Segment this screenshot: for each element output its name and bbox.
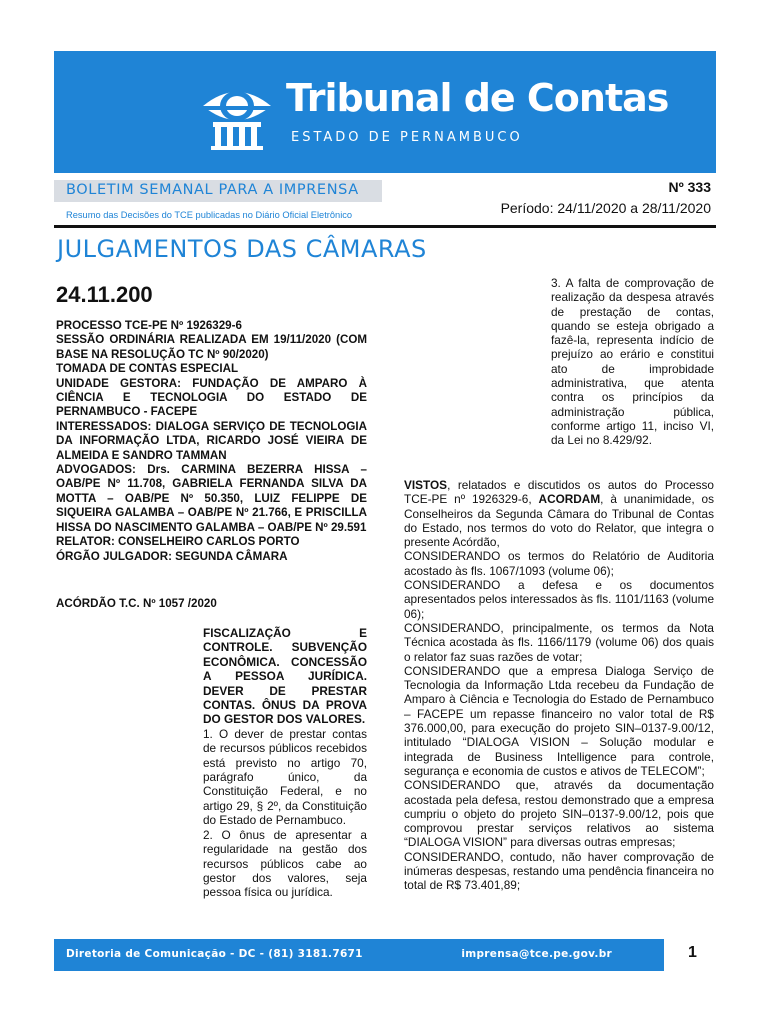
eye-logo-icon (199, 76, 275, 152)
brand-subtitle: ESTADO DE PERNAMBUCO (291, 130, 523, 145)
brand-title: Tribunal de Contas (286, 76, 669, 120)
considerando-paragraph: CONSIDERANDO os termos do Relatório de Auditoria acostado às fls. 1067/1093 (volume 06); (404, 549, 714, 578)
process-line: ÓRGÃO JULGADOR: SEGUNDA CÂMARA (56, 549, 288, 563)
process-line: UNIDADE GESTORA: FUNDAÇÃO DE AMPARO À CIÊNCIA E TECNOLOGIA DO ESTADO DE PERNAMBUCO - FACEPE (56, 376, 367, 419)
footer-contact: Diretoria de Comunicação - DC - (81) 3181.7671 (66, 948, 363, 960)
ementa-item: 3. A falta de comprovação de realização da despesa através de prestação de contas, quando se esteja obrigado a fazê-la, representa indício de prejuízo ao erário e constitui ato de improbidade administrativa, que atenta contra os princípios da administração pública, conforme artigo 11, inciso VI, da Lei no 8.429/92. (551, 276, 714, 448)
considerando-paragraph: CONSIDERANDO que a empresa Dialoga Serviço de Tecnologia da Informação Ltda recebeu da Fundação de Amparo à Ciência e Tecnologia do Estado de Pernambuco – FACEPE um repasse financeiro no valor total de R$ 376.000,00, para execução do projeto SIN–0137-9.00/12, intitulado “DIALOGA VISION – Solução modular e integrada de Business Intelligence para controle, segurança e economia de custos e ativos de TELECOM”; (404, 663, 714, 778)
considerando-paragraph: CONSIDERANDO que, através da documentação acostada pela defesa, restou demonstrado que a empresa cumpriu o objeto do projeto SIN–0137-9.00/12, pois que comprovou prestar serviços relativos ao sistema “DIALOGA VISION” para diversas outras empresas; (404, 778, 714, 850)
vistos-paragraph (404, 478, 714, 549)
vistos-label: VISTOS (404, 478, 448, 492)
header-banner (54, 51, 716, 173)
bulletin-title-box (54, 180, 382, 202)
ementa-heading: FISCALIZAÇÃO E CONTROLE. SUBVENÇÃO ECONÔMICA. CONCESSÃO A PESSOA JURÍDICA. DEVER DE PRESTAR CONTAS. ÔNUS DA PROVA DO GESTOR DOS VALORES. (203, 626, 367, 727)
ementa-item: 2. O ônus de apresentar a regularidade na gestão dos recursos públicos cabe ao gestor dos valores, seja pessoa física ou jurídica. (203, 827, 367, 900)
footer-bar (54, 939, 664, 971)
ementa-item: 1. O dever de prestar contas de recursos públicos recebidos está previsto no artigo 70, parágrafo único, da Constituição Federal, e no artigo 29, § 2º, da Constituição do Estado de Pernambuco. (203, 726, 367, 828)
bulletin-title: BOLETIM SEMANAL PARA A IMPRENSA (66, 182, 359, 198)
section-title: JULGAMENTOS DAS CÂMARAS (57, 235, 427, 263)
ementa (203, 626, 367, 900)
page-number: 1 (688, 944, 697, 961)
session-date: 24.11.200 (56, 282, 153, 307)
acordao-number: ACÓRDÃO T.C. Nº 1057 /2020 (56, 597, 217, 610)
considerando-paragraph: CONSIDERANDO a defesa e os documentos apresentados pelos interessados às fls. 1101/1163 (volume 06); (404, 578, 714, 621)
footer-email[interactable]: imprensa@tce.pe.gov.br (461, 948, 612, 960)
process-line: RELATOR: CONSELHEIRO CARLOS PORTO (56, 535, 300, 549)
divider (54, 225, 716, 228)
process-line: TOMADA DE CONTAS ESPECIAL (56, 362, 239, 376)
considerando-paragraph: CONSIDERANDO, contudo, não haver comprovação de inúmeras despesas, restando uma pendência financeira no total de R$ 73.401,89; (404, 849, 714, 893)
vistos-text: , relatados e discutidos os autos do Processo TCE-PE nº 1926329-6, (404, 478, 714, 507)
process-line: SESSÃO ORDINÁRIA REALIZADA EM 19/11/2020 (COM BASE NA RESOLUÇÃO TC Nº 90/2020) (56, 333, 367, 361)
acordam-text: , à unanimidade, os Conselheiros da Segunda Câmara do Tribunal de Contas do Estado, nos termos do voto do Relator, que integra o presente Acórdão, (404, 492, 715, 550)
bulletin-period: Período: 24/11/2020 a 28/11/2020 (500, 200, 711, 216)
process-line: PROCESSO TCE-PE Nº 1926329-6 (56, 319, 242, 332)
acordam-label: ACORDAM (538, 492, 601, 507)
process-line: ADVOGADOS: Drs. CARMINA BEZERRA HISSA – OAB/PE Nº 11.708, GABRIELA FERNANDA SILVA DA MOTTA – OAB/PE Nº 50.350, LUIZ FELIPPE DE SIQUEIRA GALAMBA – OAB/PE Nº 21.766, E PRISCILLA HISSA DO NASCIMENTO GALAMBA – OAB/PE Nº 29.591 (56, 463, 367, 534)
process-line: INTERESSADOS: DIALOGA SERVIÇO DE TECNOLOGIA DA INFORMAÇÃO LTDA, RICARDO JOSÉ VIEIRA DE ALMEIDA E SANDRO TAMMAN (56, 419, 367, 462)
process-metadata (56, 319, 367, 564)
bulletin-number: Nº 333 (668, 179, 711, 195)
considerando-paragraph: CONSIDERANDO, principalmente, os termos da Nota Técnica acostada às fls. 1166/1179 (volume 06) dos quais o relator faz suas razões de votar; (404, 620, 714, 664)
decision-body (404, 478, 714, 893)
bulletin-subtitle: Resumo das Decisões do TCE publicadas no Diário Oficial Eletrônico (66, 210, 353, 220)
